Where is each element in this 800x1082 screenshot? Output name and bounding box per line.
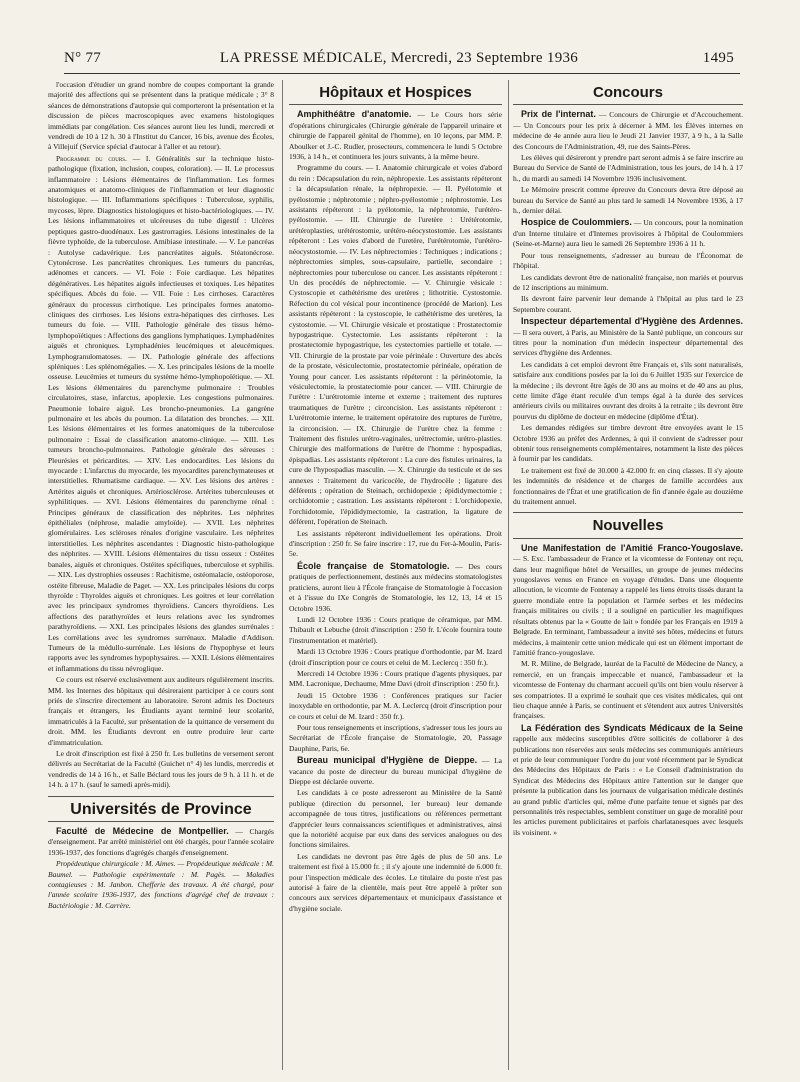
article-paragraph: Le droit d'inscription est fixé à 250 fr. Les bulletins de versement seront délivrés au Secrétariat de la Faculté (Guichet n° 4) les lundis, mercredis et vendredis de 14 à 16 h., et Salle Béclard tous les jours de 9 h. à 11 h. et de 14 h. à 17 h. (sauf le samedi après-midi). bbox=[48, 749, 274, 790]
article-paragraph: Ils devront faire parvenir leur demande à l'hôpital au plus tard le 23 Septembre courant. bbox=[513, 294, 743, 314]
article-title: Une Manifestation de l'Amitié Franco-Yougoslave. bbox=[521, 542, 743, 553]
article-paragraph: Mardi 13 Octobre 1936 : Cours pratique d'orthodontie, par M. Izard (droit d'inscription pour ce cours et celui de M. Leclercq : 350 fr.). bbox=[289, 647, 502, 667]
article-text: — Chargés d'enseignement. Par arrêté ministériel ont été chargés, pour l'année scolaire 1936-1937, des fonctions d'agrégés chargés d'enseignement. bbox=[48, 827, 274, 857]
article-paragraph: Ce cours est réservé exclusivement aux auditeurs régulièrement inscrits. MM. les Internes des hôpitaux qui désireraient participer à ce cours sont priés de s'inscrire directement au laboratoire. Seront admis les Docteurs français et étrangers, les Étudiants ayant terminé leur scolarité, immatriculés à la Faculté, sur présentation de la quittance de versement du droit. MM. les Étudiants devront en outre produire leur carte d'immatriculation. bbox=[48, 675, 274, 747]
article-text: — S. Exc. l'ambassadeur de France et la vicomtesse de Fontenay ont reçu, dans leur magnifique hôtel de Versailles, un groupe de jeunes médecins yougoslaves venus en France en voyage d'études. Dans une éloquente allocution, le vicomte de Fontenay a rappelé les liens étroits tissés durant la guerre mondiale entre la population et l'armée serbes et les médecins français militaires ou civils ; il a souligné en particulier les magnifiques résultats obtenus par la « Goutte de lait » fondée par les Français en 1919 à Belgrade. En terminant, l'ambassadeur a invité ses hôtes, médecins et futurs médecins, à maintenir cette union médicale qui est un élément important de l'amitié franco-yougoslave. bbox=[513, 554, 743, 657]
section-rule bbox=[513, 104, 743, 105]
article-text: — Le Cours hors série d'opérations chirurgicales (Chirurgie générale de l'appareil urinaire et chirurgie de l'appareil génital de l'homme), en 10 leçons, par MM. P. Aboulker et J.-C. Rudler, prosecteurs, commencera le lundi 5 Octobre 1936, à 14 h., et continuera les jours suivants, à la même heure. bbox=[289, 110, 502, 162]
article-paragraph: Lundi 12 Octobre 1936 : Cours pratique de céramique, par MM. Thibault et Lebuche (droit d'inscription : 250 fr. L'école fournira toute l'instrumentation et matériel). bbox=[289, 614, 502, 645]
programme-text: — I. Généralités sur la technique histo-pathologique (fixation, inclusion, coupes, coloration). — II. Le processus inflammatoire : Lésions élémentaires de l'inflammation. Les formes anatomiques et anatomo-cliniques de l'inflammation et leur diagnostic histologique. — III. Inflammations spécifiques : Tuberculose, syphilis, mycoses, lèpre. Diagnostics histologiques et histo-bactériologiques. — IV. Les lésions inflammatoires et ulcéreuses du tube digestif : Ulcères peptiques gastro-duodénaux. Les gastrorragies. Lésions intestinales de la fièvre typhoïde, de la tuberculose. Amibiase intestinale. — V. Le pancréas : Autolyse cadavérique. Les pancréatites aiguës. Stéatonécrose. Cytonécrose. Les pancréatites chroniques. Les tumeurs du pancréas, adénomes et cancers. — VI. Foie : Foie cardiaque. Les hépatites dégénératives. Les hépatites aiguës infectieuses et toxiques. Les hépatites spécifiques. Abcès du foie. — VII. Foie : Les cirrhoses. Caractères généraux du processus cirrhotique. Les principales formes anatomo-cliniques des cirrhoses. Les lésions extra-hépatiques des cirrhoses. Les tumeurs du foie. — VIII. Pathologie générale des tissus hémo-lymphopoïétiques : Affections des ganglions lymphatiques. Lymphadénites aiguës et chroniques. Lymphadénies leucémiques et aleucémiques. Lymphogranulomatoses. — IX. Pathologie générale des affections spléniques : Les splénomégalies. — X. Les principales lésions de la moelle osseuse. Leucémies et tumeurs du système hémo-lymphopoïétique. — XI. Les lésions élémentaires du parenchyme pulmonaire : Troubles circulatoires, stase, infarctus, apoplexie. Les congestions pulmonaires. Pneumonie lobaire aiguë. Les broncho-pneumonies. La gangrène pulmonaire et les abcès du poumon. La dilatation des bronches. — XII. Les lésions élémentaires et les formes anatomiques de la tuberculose pulmonaire : Essai de classification anatomo-clinique. — XIII. Les tumeurs broncho-pulmonaires. Pathologie générale des séreuses : Pleurésies et péricardites. — XIV. Les endocardites. Les lésions du myocarde : L'infarctus du myocarde, les myocardites parenchymateuses et interstitielles. Rhumatisme cardiaque. — XV. Les lésions des artères : Artérites aiguës et chroniques. Artériosclérose. Artérites tuberculeuses et syphilitiques. — XVI. Lésions élémentaires du parenchyme rénal : Principes généraux de classification des néphrites. Les néphrites épithéliales (néphrose, maladie amyloïde). — XVII. Les néphrites glomérulaires. Les scléroses rénales d'origine vasculaire. Les néphrites interstitielles. Les néphrites ascendantes : Diagnostic histo-pathologique des néphrites. — XVIII. Lésions élémentaires du tissu osseux : Ostéites banales, aiguës et chroniques. Ostéites spécifiques, tuberculose et syphilis. — XIX. Les dystrophies osseuses : Rachitisme, ostéomalacie, ostéoporose, ostéite fibreuse, Maladie de Paget. — XX. Les principales lésions du corps thyroïde : Thyroïdes aiguës et chroniques. Les goitres et leur corrélation avec les principaux syndromes thyroïdiens. Cancers thyroïdiens. Les affections des parathyroïdes et leurs relations avec les syndromes parathyroïdiens. — XXI. Les principales lésions des glandes surrénales : Les corrélations avec les syndromes surrénaux. Maladie d'Addison. Tumeurs de la médullo-surrénale. Les lésions de l'hypophyse et leurs rapports avec les syndromes hypophysaires. — XXII. Lésions élémentaires et inflammations du tissu névroglique. bbox=[48, 153, 274, 673]
article-paragraph bbox=[513, 217, 743, 249]
article-paragraph: Les élèves qui désireront y prendre part seront admis à se faire inscrire au Bureau du Service de Santé de l'Administration, tous les jours, de 14 h. à 17 h., du mardi au samedi 14 Novembre 1936 inclusivement. bbox=[513, 153, 743, 183]
article-paragraph: Les demandes rédigées sur timbre devront être envoyées avant le 15 Octobre 1936 au préfet des Ardennes, à qui il convient de s'adresser pour obtenir tous renseignements complémentaires, notamment la liste des pièces à fournir par les candidats. bbox=[513, 423, 743, 464]
article-paragraph: Les candidats à ce poste adresseront au Ministère de la Santé publique (direction du personnel, 1er bureau) leur demande accompagnée de tous titres, justifications ou références permettant d'apprécier leurs connaissances scientifiques et administratives, ainsi que la notoriété acquise par eux dans des services analogues ou des fonctions similaires. bbox=[289, 788, 502, 850]
section-rule bbox=[289, 104, 502, 105]
article-paragraph bbox=[289, 109, 502, 162]
article-paragraph: Jeudi 15 Octobre 1936 : Conférences pratiques sur l'acier inoxydable en orthodontie, par M. A. Leclercq (droit d'inscription pour ce cours et celui de M. Izard : 350 fr.). bbox=[289, 690, 502, 721]
column-middle bbox=[289, 80, 502, 1070]
article-paragraph: Les assistants répéteront individuellement les opérations. Droit d'inscription : 250 fr. Se faire inscrire : 17, rue du Fer-à-Moulin, Paris-5e. bbox=[289, 528, 502, 559]
article-paragraph: Le Mémoire prescrit comme épreuve du Concours devra être déposé au bureau du Service de Santé au plus tard le samedi 14 Novembre 1936, à 17 h., dernier délai. bbox=[513, 185, 743, 216]
page-header bbox=[64, 50, 734, 72]
article-paragraph bbox=[48, 859, 274, 911]
article-paragraph: l'occasion d'étudier un grand nombre de coupes comportant la grande majorité des affections qui se présentent dans la pratique médicale ; 3° 8 séances de démonstrations d'autopsie qui comporteront la présentation et la discussion de pièces macroscopiques avec examens histologiques immédiats par congélation. Ces séances auront lieu les lundi, mercredi et vendredi de 10 à 12 h. 30 à l'Institut du Cancer, 16 bis, avenue des Écoles, à Villejuif (Service spécial d'autocar à l'aller et au retour). bbox=[48, 80, 274, 152]
article-paragraph bbox=[513, 316, 743, 359]
column-divider bbox=[508, 80, 509, 1070]
column-right bbox=[513, 80, 743, 1070]
section-title-hopitaux: Hôpitaux et Hospices bbox=[319, 84, 472, 101]
article-title: Inspecteur départemental d'Hygiène des Ardennes. bbox=[521, 316, 743, 327]
journal-title: LA PRESSE MÉDICALE, Mercredi, 23 Septembre 1936 bbox=[219, 50, 579, 66]
section-rule bbox=[513, 512, 743, 513]
article-paragraph bbox=[513, 723, 743, 838]
article-text: — Il sera ouvert, à Paris, au Ministère de la Santé publique, un concours sur titres pour la nomination d'un médecin inspecteur départemental des services d'hygiène des Ardennes. bbox=[513, 327, 743, 358]
article-text: — Concours de Chirurgie et d'Accouchement. — Un Concours pour les prix à décerner à MM. les Élèves internes en médecine de 4e année aura lieu le Jeudi 21 Janvier 1937, à 9 h., à la Salle des Concours de l'Administration, 49, rue des Saints-Pères. bbox=[513, 110, 743, 151]
article-text: Propédeutique chirurgicale : M. Aimes. — Propédeutique médicale : M. Baumel. — Pathologie expérimentale : M. Pagès. — Maladies contagieuses : M. Janbon. Chefferie des travaux. A été chargé, pour l'année scolaire 1936-1937, des fonctions d'agrégé chef de travaux : Bactériologie : M. Carrère. bbox=[48, 859, 274, 910]
article-paragraph: M. R. Miline, de Belgrade, lauréat de la Faculté de Médecine de Nancy, a remercié, en un français impeccable et nuancé, l'ambassadeur et la vicomtesse de Fontenay du charmant accueil qu'ils ont bien voulu réserver à ses compatriotes. Il a exprimé le souhait que ces visites médicales, qui ont lieu chaque année à Paris, se continuent et s'étendent aux autres Universités françaises. bbox=[513, 659, 743, 721]
article-title: La Fédération des Syndicats Médicaux de la Seine bbox=[521, 722, 743, 733]
article-paragraph: Les candidats à cet emploi devront être Français et, s'ils sont naturalisés, satisfaire aux conditions posées par la loi du 6 Juillet 1935 sur l'exercice de la médecine ; ils devront être âgés de 30 ans au moins et de 40 ans au plus, cette limite d'âge étant reculée d'un temps égal à la durée des services antérieurs civils ou militaires ouvrant des droits à la retraite ; ils devront être pourvus du diplôme de docteur en médecine (diplôme d'État). bbox=[513, 359, 743, 421]
article-paragraph: Pour tous renseignements et inscriptions, s'adresser tous les jours au Secrétariat de l'École française de Stomatologie, 20, Passage Dauphine, Paris, 6e. bbox=[289, 722, 502, 753]
article-title: Prix de l'internat. bbox=[521, 109, 596, 120]
article-text: — La vacance du poste de directeur du bureau municipal d'hygiène de Dieppe est déclarée ouverte. bbox=[289, 756, 502, 786]
article-text: rappelle aux médecins susceptibles d'être sollicités de collaborer à des publications non réservées aux seuls médecins ses communiqués antérieurs et prie de leur communiquer l'ordre du jour voté récemment par le Syndicat des Médecins des Hôpitaux de Paris : « Le Conseil d'administration du Syndicat des Médecins des Hôpitaux attire l'attention sur le danger que présente la publication dans les journaux de vulgarisation médicale destinés au grand public d'articles qui, même d'une parfaite tenue et signés par des personnalités très respectables, semblent constituer un gage de moralité pour les articles purement publicitaires et parfois charlatanesques avec lesquels ils voisinent. » bbox=[513, 734, 743, 837]
article-paragraph bbox=[289, 755, 502, 787]
section-rule bbox=[48, 821, 274, 822]
column-left bbox=[48, 80, 274, 1070]
article-paragraph: Mercredi 14 Octobre 1936 : Cours pratique d'agents physiques, par MM. Lacronique, Dechaume, Mme Davi (droit d'inscription : 250 fr.). bbox=[289, 668, 502, 689]
article-title: Hospice de Coulommiers. bbox=[521, 217, 632, 228]
article-paragraph bbox=[513, 543, 743, 658]
article-title: Bureau municipal d'Hygiène de Dieppe. bbox=[297, 755, 478, 766]
article-title: Amphithéâtre d'anatomie. bbox=[297, 109, 412, 120]
section-rule bbox=[48, 796, 274, 797]
header-rule bbox=[64, 73, 740, 74]
article-paragraph: Le traitement est fixé de 30.000 à 42.000 fr. en cinq classes. Il s'y ajoute les indemnités de résidence et de charges de famille accordées aux fonctionnaires de l'État et une gratification de fin d'année égale au douzième du traitement annuel. bbox=[513, 465, 743, 507]
article-paragraph bbox=[513, 109, 743, 152]
article-text: — Un concours, pour la nomination d'un Interne titulaire et d'Internes provisoires à l'hôpital de Coulommiers (Seine-et-Marne) aura lieu le samedi 26 Septembre 1936 à 11 h. bbox=[513, 218, 743, 249]
article-text: — Des cours pratiques de perfectionnement, destinés aux médecins stomatologistes praticiens, auront lieu à l'École française de Stomatologie à l'occasion et à l'issue du IXe Congrès de Stomatologie, les 12, 13, 14 et 15 Octobre 1936. bbox=[289, 561, 502, 613]
article-paragraph: Les candidats devront être de nationalité française, non mariés et pourvus de 12 inscriptions au minimum. bbox=[513, 272, 743, 292]
section-title-universites: Universités de Province bbox=[70, 800, 252, 818]
article-paragraph bbox=[289, 561, 502, 614]
article-paragraph: Programme du cours. — I. Anatomie chirurgicale et voies d'abord du rein : Décapsulation du rein, néphropexie. Les assistants répéteront : la décapsulation rénale, la néphropexie. — II. Pyélotomie et pyélostomie ; néphrotomie ; néphro-pyélostomie ; néphrostomie. Les assistants répéteront : la pyélotomie, la néphrotomie, l'urétéro-pyélostomie. — III. Chirurgie de l'uretère : Urétérotomie, urétéroplasties, urétérostomie, urétéro-néocystostomie. Les assistants répéteront : Les voies d'abord de l'uretère, l'urétérotomie, l'urétéro-néocystostomie. — IV. Les néphrectomies : Techniques ; indications ; néphrectomies simples, sous-capsulaire, partielle, secondaire ; néphrectomies pour tuberculose ou cancer. Les assistants répéteront : Un des procédés de néphrectomie. — V. Chirurgie vésicale : Cystoscopie et cathétérisme des uretères ; lithotritie. Cystostomie. Réfection du col vésical pour incontinence (procédé de Marion). Les assistants répéteront : la cystoscopie, le cathétérisme des uretères, la cystostomie. — VI. Chirurgie vésicale et prostatique : Prostatectomie hypogastrique. Cystectomie. Les assistants répéteront : la prostatectomie hypogastrique, les cystectomies partielle et totale. — VII. Chirurgie de la prostate par voie périnéale : Ouverture des abcès de la prostate, vésiculectomie, prostatectomie périnéale, opération de Young pour cancer. Les assistants répéteront : la périnéotomie, la vésiculectomie, la prostatectomie pour cancer. — VIII. Chirurgie de l'urètre : L'urétrotomie interne et externe ; traitement des ruptures traumatiques de l'urètre ; circoncision. Les assistants répéteront : L'urétrotomie interne, le traitement opératoire des ruptures de l'urètre, la circoncision. — IX. Chirurgie de l'urètre chez la femme : Traitement des fistules urétro-vaginales, urétrectomie, urétro-plasties. Chirurgie des malformations de l'urètre de l'homme : hypospadias, épispadias. Les assistants répéteront : La cure des fistules urinaires, la cure de l'hypospadias masculin. — X. Chirurgie du testicule et de ses annexes : Traitement du varicocèle, de l'hydrocèle ; ligature des déférents ; opération de Steinach, orchidopexie ; épididymectomie ; orchidotomie ; castration. Les assistants répéteront : L'orchidopexie, l'orchidotomie, l'épididymectomie, la castration, la ligature de déférent, l'opération de Steinach. bbox=[289, 163, 502, 527]
section-title-concours: Concours bbox=[592, 84, 663, 101]
article-title: Faculté de Médecine de Montpellier. bbox=[56, 826, 229, 837]
article-title: École française de Stomatologie. bbox=[297, 560, 450, 571]
article-paragraph: Pour tous renseignements, s'adresser au bureau de l'Économat de l'hôpital. bbox=[513, 250, 743, 271]
programme-label: Programme du cours. bbox=[56, 153, 127, 163]
issue-number: N° 77 bbox=[64, 50, 102, 66]
section-rule bbox=[513, 538, 743, 539]
article-paragraph: Les candidats ne devront pas être âgés de plus de 50 ans. Le traitement est fixé à 15.000 fr. ; il s'y ajoute une indemnité de 6.000 fr. pour l'inspection médicale des écoles. Le titulaire du poste n'est pas autorisé à faire de la clientèle, mais peut être appelé à prêter son concours aux services départementaux et municipaux d'assistance et d'hygiène sociale. bbox=[289, 851, 502, 913]
article-paragraph bbox=[48, 154, 274, 674]
page-number: 1495 bbox=[702, 50, 734, 66]
section-title-nouvelles: Nouvelles bbox=[592, 517, 664, 535]
column-divider bbox=[282, 80, 283, 1070]
article-paragraph bbox=[48, 826, 274, 858]
